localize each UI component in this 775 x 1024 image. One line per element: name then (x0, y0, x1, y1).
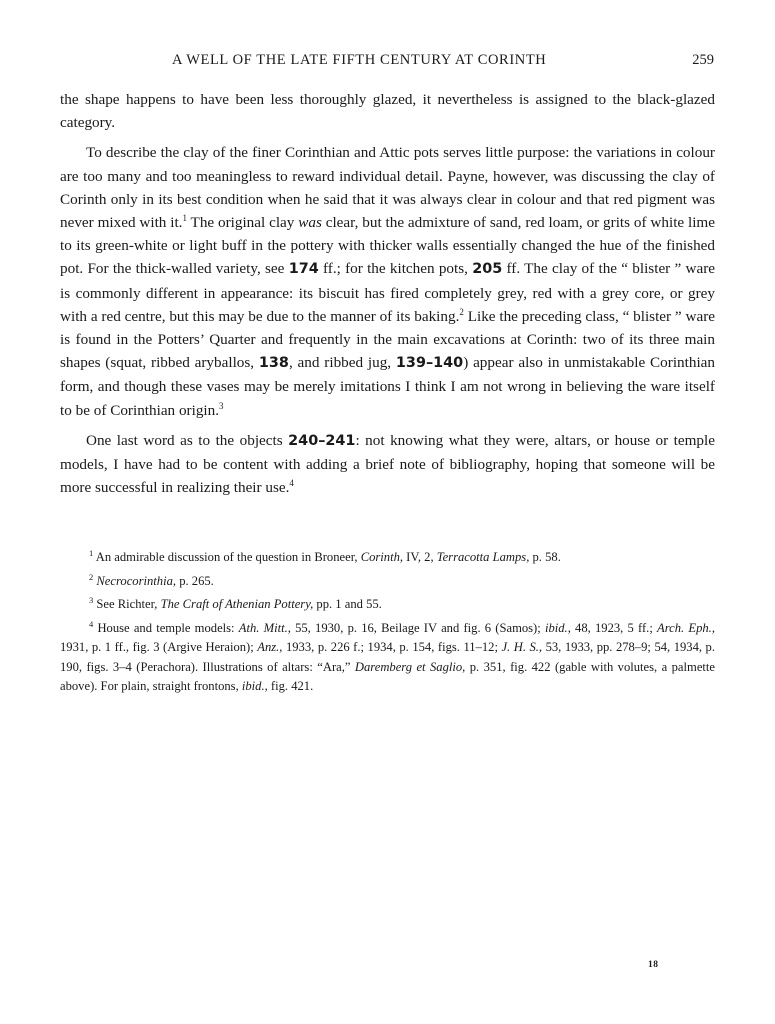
footnote-italic: J. H. S., (501, 640, 543, 654)
footnote-ref-2[interactable]: 2 (459, 306, 464, 317)
footnote-text: p. 58. (529, 550, 561, 564)
footnote-text: 48, 1923, 5 ff.; (570, 620, 658, 635)
footnote-italic: ibid., (544, 620, 571, 635)
footnotes (60, 548, 715, 701)
italic-word: was (298, 214, 322, 232)
catalogue-ref-240-241: 240–241 (288, 432, 356, 449)
footnote-mark: 3 (89, 595, 94, 605)
footnote-4 (60, 619, 715, 697)
catalogue-ref-139-140: 139–140 (395, 355, 464, 372)
footnote-text: p. 265. (176, 573, 214, 588)
footnote-ref-4[interactable]: 4 (289, 478, 294, 489)
footnote-text: fig. 421. (267, 679, 314, 693)
footnote-italic: Terracotta Lamps, (436, 550, 530, 564)
text-run: clear, but the admixture of sand, red loam, or grits of white lime to its green-white or light buff in the pottery with thicker walls essentially changed the hue of the finished pot. For the thick-walled variety, see (60, 214, 715, 278)
catalogue-ref-138: 138 (258, 355, 289, 372)
signature-mark: 18 (648, 960, 659, 970)
footnote-text: 1931, p. 1 ff., fig. 3 (Argive Heraion); (60, 640, 258, 654)
text-run: To describe the clay of the finer Corinthian and Attic pots serves little purpose: the variations in colour are too many and too meaningless to reward individual detail. Payne, however, was discussing the clay of Corinth only in its best condition when he said that it was always clear in colour and that red pigment was never mixed with it. (60, 144, 715, 232)
footnote-text: 53, 1933, pp. 278–9; 54, 1934, p. 190, figs. 3–4 (Perachora). Illustrations of altars: “Ara,” (60, 640, 715, 674)
footnote-text: IV, 2, (403, 550, 437, 564)
paragraph-1: the shape happens to have been less thoroughly glazed, it nevertheless is assigned to the black-glazed category. (60, 91, 715, 132)
footnote-text: House and temple models: (97, 620, 239, 635)
page-number: 259 (692, 52, 714, 68)
text-run: Like the preceding class, “ blister ” ware is found in the Potters’ Quarter and frequently in the main excavations at Corinth: two of its three main shapes (squat, ribbed aryballos, (60, 307, 716, 372)
footnote-italic: Corinth, (360, 550, 404, 564)
catalogue-ref-205: 205 (472, 261, 503, 278)
paragraph-3 (60, 429, 715, 500)
text-run: , and ribbed jug, (288, 354, 396, 372)
text-run: The original clay (186, 214, 299, 232)
footnote-ref-3[interactable]: 3 (219, 400, 224, 411)
running-title: A WELL OF THE LATE FIFTH CENTURY AT CORINTH (172, 52, 547, 68)
footnote-text: p. 351, fig. 422 (gable with volutes, a palmette above). For plain, straight frontons, (60, 659, 715, 693)
running-header (60, 52, 714, 72)
footnote-mark: 2 (89, 571, 94, 582)
footnote-italic: Daremberg et Saglio, (354, 659, 466, 674)
footnote-mark: 4 (89, 618, 94, 629)
footnote-italic: Arch. Eph., (657, 620, 715, 635)
text-run: One last word as to the objects (86, 431, 289, 449)
footnote-text: 1933, p. 226 f.; 1934, p. 154, figs. 11–12; (282, 640, 502, 654)
footnote-italic: Necrocorinthia, (96, 573, 177, 588)
footnote-2 (60, 572, 715, 592)
footnote-italic: Anz., (257, 640, 283, 654)
footnote-text: See Richter, (96, 597, 161, 611)
body-text (60, 88, 715, 506)
footnote-text: pp. 1 and 55. (313, 597, 382, 611)
footnote-italic: Ath. Mitt., (238, 620, 291, 635)
footnote-1 (60, 548, 715, 568)
footnote-3 (60, 595, 715, 615)
footnote-text: An admirable discussion of the question in Broneer, (95, 550, 361, 564)
text-run: : not knowing what they were, altars, or house or temple models, I have had to be content with adding a brief note of bibliography, hoping that someone will be more successful in realizing their use. (60, 431, 715, 497)
footnote-italic: The Craft of Athenian Pottery, (160, 597, 314, 611)
footnote-text: 55, 1930, p. 16, Beilage IV and fig. 6 (Samos); (290, 620, 545, 635)
catalogue-ref-174: 174 (288, 261, 319, 278)
text-run: ) appear also in unmistakable Corinthian form, and though these vases may be merely imitations I think I am not wrong in believing the ware itself to be of Corinthian origin. (60, 354, 715, 419)
text-run: ff.; for the kitchen pots, (318, 260, 473, 278)
footnote-mark: 1 (89, 548, 94, 558)
footnote-ref-1[interactable]: 1 (182, 213, 187, 224)
text-run: ff. The clay of the “ blister ” ware is commonly different in appearance: its biscuit has fired completely grey, red with a grey core, or grey with a red centre, but this may be due to the manner of its baking. (60, 260, 716, 325)
footnote-italic: ibid., (241, 679, 268, 693)
paragraph-2 (60, 141, 715, 421)
